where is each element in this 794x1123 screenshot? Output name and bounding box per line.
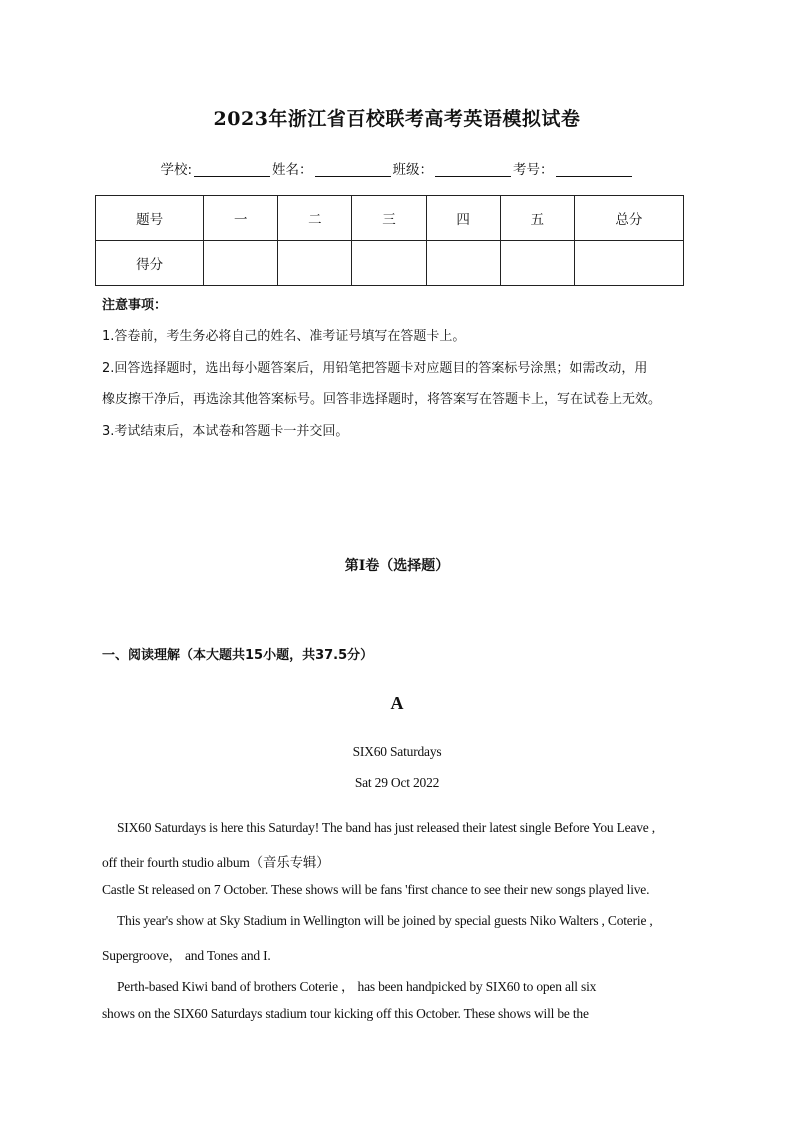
notes-heading: 注意事项：: [102, 298, 168, 313]
passage-line-7: shows on the SIX60 Saturdays stadium tour kicking off this October. These shows will be the: [102, 1006, 589, 1021]
score-table-cell: 四: [426, 196, 500, 241]
exam-title: 2023年浙江省百校联考高考英语模拟试卷: [213, 108, 581, 130]
passage-line-1: SIX60 Saturdays is here this Saturday! The band has just released their latest single Before You Leave ,: [117, 820, 655, 835]
passage-line-4: This year's show at Sky Stadium in Wellington will be joined by special guests Niko Walters , Coterie ,: [117, 913, 653, 928]
score-table-cell: 二: [278, 196, 352, 241]
score-entry-cell: [426, 241, 500, 286]
class-blank: [435, 162, 511, 177]
score-table-score-row: [96, 241, 684, 286]
passage-letter: A: [390, 693, 404, 713]
score-table: [95, 195, 684, 286]
notes-item-2-line-1: 2.回答选择题时，选出每小题答案后，用铅笔把答题卡对应题目的答案标号涂黑；如需改动，用: [102, 361, 648, 376]
score-entry-cell: [278, 241, 352, 286]
notes-item-2-line-2: 橡皮擦干净后，再选涂其他答案标号。回答非选择题时，将答案写在答题卡上，写在试卷上无效。: [102, 392, 662, 407]
score-table-cell: 总分: [574, 196, 683, 241]
score-entry-cell: [500, 241, 574, 286]
part-title: 一、阅读理解（本大题共15小题，共37.5分）: [102, 648, 374, 663]
number-label: 考号：: [513, 162, 554, 178]
school-label: 学校:: [160, 162, 193, 178]
school-blank: [194, 162, 270, 177]
notes-item-3: 3.考试结束后，本试卷和答题卡一并交回。: [102, 424, 349, 439]
score-row-label: 得分: [96, 241, 204, 286]
score-entry-cell: [204, 241, 278, 286]
notes-item-1: 1.答卷前，考生务必将自己的姓名、准考证号填写在答题卡上。: [102, 329, 466, 344]
volume-title: 第Ⅰ卷（选择题）: [344, 558, 450, 574]
score-table-cell: 题号: [96, 196, 204, 241]
score-table-cell: 三: [352, 196, 426, 241]
number-blank: [556, 162, 632, 177]
passage-line-5: Supergroove， and Tones and I.: [102, 948, 271, 963]
class-label: 班级：: [392, 162, 434, 178]
student-info-line: [0, 158, 794, 178]
passage-line-2: off their fourth studio album（音乐专辑）: [102, 855, 330, 870]
score-entry-cell: [574, 241, 683, 286]
passage-title: SIX60 Saturdays: [352, 744, 442, 759]
score-table-header-row: [96, 196, 684, 241]
score-table-cell: 五: [500, 196, 574, 241]
score-entry-cell: [352, 241, 426, 286]
passage-line-6: Perth-based Kiwi band of brothers Coterie ， has been handpicked by SIX60 to open all six: [117, 979, 597, 994]
passage-date: Sat 29 Oct 2022: [354, 775, 440, 790]
name-blank: [315, 162, 391, 177]
name-label: 姓名：: [272, 162, 313, 178]
score-table-cell: 一: [204, 196, 278, 241]
passage-line-3: Castle St released on 7 October. These shows will be fans 'first chance to see their new songs played live.: [102, 882, 650, 897]
